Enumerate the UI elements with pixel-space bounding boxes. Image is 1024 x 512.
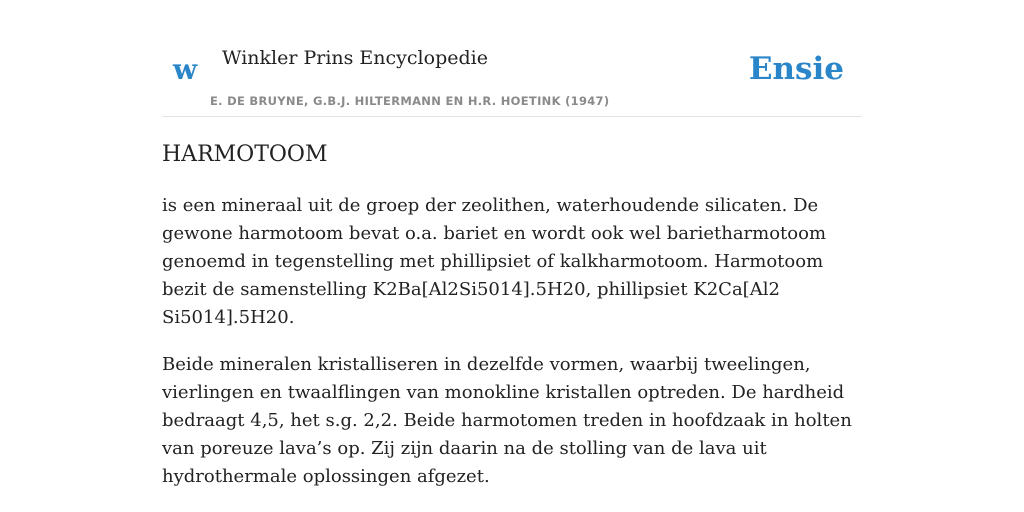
winkler-prins-logo[interactable]: w xyxy=(173,53,198,86)
header xyxy=(162,0,862,117)
site-title[interactable]: Winkler Prins Encyclopedie xyxy=(222,47,488,69)
article-title: HARMOTOOM xyxy=(162,142,328,167)
article-paragraph: Beide mineralen kristalliseren in dezelfde vormen, waarbij tweelingen, vierlingen en twaalflingen van monokline kristallen optreden. De hardheid bedraagt 4,5, het s.g. 2,2. Beide harmotomen treden in hoofdzaak in holten van poreuze lava’s op. Zij zijn daarin na de stolling van de lava uit hydrothermale oplossingen afgezet. xyxy=(162,354,852,487)
authors-credit: E. DE BRUYNE, G.B.J. HILTERMANN EN H.R. HOETINK (1947) xyxy=(210,94,610,108)
article-body xyxy=(162,192,862,510)
ensie-logo[interactable]: Ensie xyxy=(748,51,844,87)
article-paragraph: is een mineraal uit de groep der zeolithen, waterhoudende silicaten. De gewone harmotoom bevat o.a. bariet en wordt ook wel barietharmotoom genoemd in tegenstelling met phillipsiet of kalkharmotoom. Harmotoom bezit de samenstelling K2Ba[Al2Si5014].5H20, phillipsiet K2Ca[Al2 Si5014].5H20. xyxy=(162,195,827,328)
